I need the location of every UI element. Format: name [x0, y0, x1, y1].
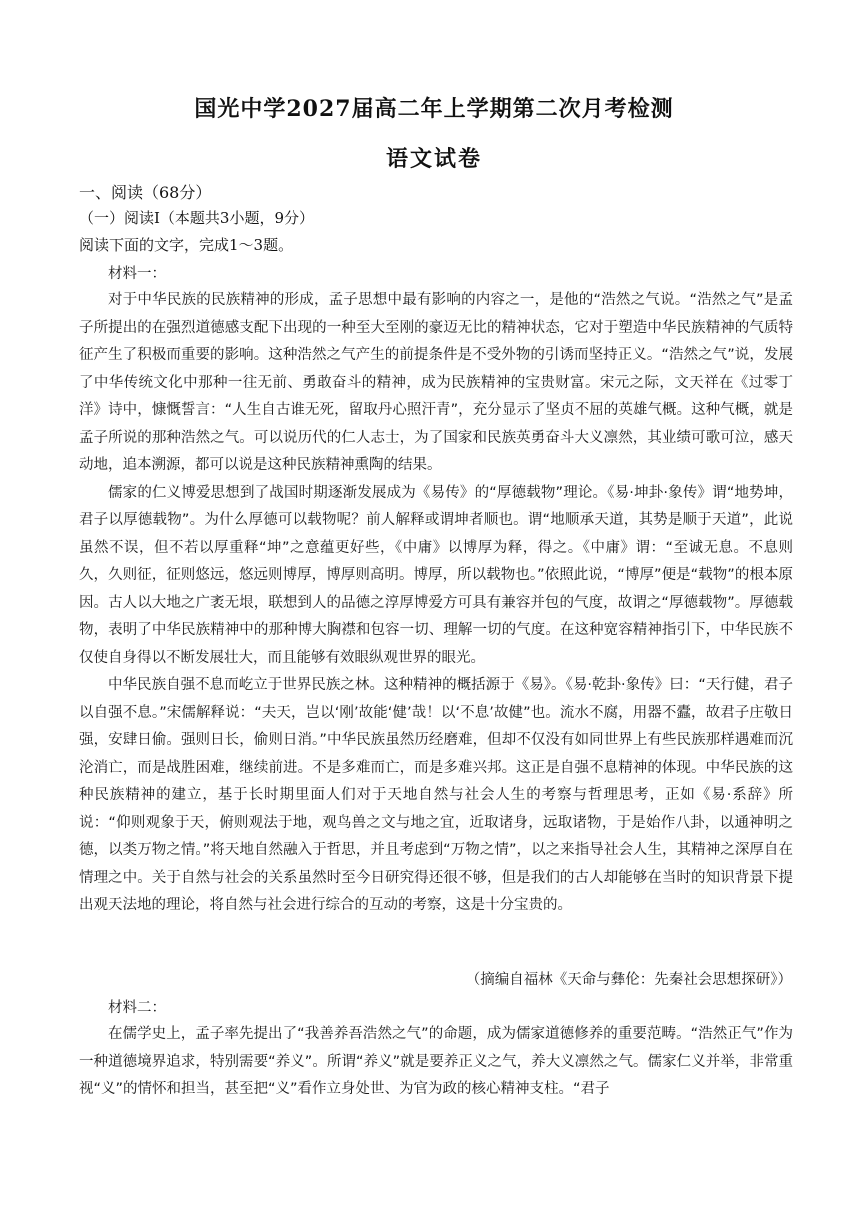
instruction: 阅读下面的文字，完成1～3题。 [79, 236, 294, 254]
material-two-text [79, 1021, 793, 1104]
exam-subtitle: 语文试卷 [385, 146, 482, 172]
material-one-paragraph: 儒家的仁义博爱思想到了战国时期逐渐发展成为《易传》的“厚德载物”理论。《易·坤卦·象传》谓“地势坤，君子以厚德载物”。为什么厚德可以载物呢？前人解释或谓坤者顺也。谓“地顺承天道，其势是顺于天道”，此说虽然不误，但不若以厚重释“坤”之意蕴更好些，《中庸》以博厚为释，得之。《中庸》谓：“至诚无息。不息则久，久则征，征则悠远，悠远则博厚，博厚则高明。博厚，所以载物也。”依照此说，“博厚”便是“载物”的根本原因。古人以大地之广袤无垠，联想到人的品德之淳厚博爱方可具有兼容并包的气度，故谓之“厚德载物”。厚德载物，表明了中华民族精神中的那种博大胸襟和包容一切、理解一切的气度。在这种宽容精神指引下，中华民族不仅使自身得以不断发展壮大，而且能够有效眼纵观世界的眼光。 [79, 484, 793, 666]
material-one-text [79, 287, 793, 920]
material-one-label: 材料一： [108, 266, 166, 282]
material-two-label: 材料二： [108, 1000, 166, 1016]
exam-title: 国光中学2027届高二年上学期第二次月考检测 [194, 96, 674, 122]
section-heading: 一、阅读（68分） [79, 183, 212, 202]
material-two-paragraph: 在儒学史上，孟子率先提出了“我善养吾浩然之气”的命题，成为儒家道德修养的重要范畴。“浩然正气”作为一种道德境界追求，特别需要“养义”。所谓“养义”就是要养正义之气，养大义凛然之气。儒家仁义并举，非常重视“义”的情怀和担当，甚至把“义”看作立身处世、为官为政的核心精神支柱。“君子 [79, 1026, 793, 1097]
material-one-source: （摘编自福林《天命与彝伦：先秦社会思想探研》） [465, 972, 792, 988]
part-heading: （一）阅读Ⅰ（本题共3小题，9分） [79, 209, 315, 227]
material-one-paragraph: 中华民族自强不息而屹立于世界民族之林。这种精神的概括源于《易》。《易·乾卦·象传》曰：“天行健，君子以自强不息。”宋儒解释说：“夫天，岂以‘刚’故能‘健’哉！以‘不息’故健”也。流水不腐，用器不蠹，故君子庄敬日强，安肆日偷。强则日长，偷则日消。”中华民族虽然历经磨难，但却不仅没有如同世界上有些民族那样遇难而沉沦消亡，而是战胜困难，继续前进。不是多难而亡，而是多难兴邦。这正是自强不息精神的体现。中华民族的这种民族精神的建立，基于长时期里面人们对于天地自然与社会人生的考察与哲理思考，正如《易·系辞》所说：“仰则观象于天，俯则观法于地，观鸟兽之文与地之宜，近取诸身，远取诸物，于是始作八卦，以通神明之德，以类万物之情。”将天地自然融入于哲思，并且考虑到“万物之情”，以之来指导社会人生，其精神之深厚自在情理之中。关于自然与社会的关系虽然时至今日研究得还很不够，但是我们的古人却能够在当时的知识背景下提出观天法地的理论，将自然与社会进行综合的互动的考察，这是十分宝贵的。 [79, 677, 793, 913]
material-one-paragraph: 对于中华民族的民族精神的形成，孟子思想中最有影响的内容之一，是他的“浩然之气说。“浩然之气”是孟子所提出的在强烈道德感支配下出现的一种至大至刚的豪迈无比的精神状态，它对于塑造中华民族精神的气质特征产生了积极而重要的影响。这种浩然之气产生的前提条件是不受外物的引诱而坚持正义。“浩然之气”说，发展了中华传统文化中那种一往无前、勇敢奋斗的精神，成为民族精神的宝贵财富。宋元之际，文天祥在《过零丁洋》诗中，慷慨誓言：“人生自古谁无死，留取丹心照汗青”，充分显示了坚贞不屈的英雄气概。这种气概，就是孟子所说的那种浩然之气。可以说历代的仁人志士，为了国家和民族英勇奋斗大义凛然，其业绩可歌可泣，感天动地，追本溯源，都可以说是这种民族精神熏陶的结果。 [79, 292, 793, 473]
